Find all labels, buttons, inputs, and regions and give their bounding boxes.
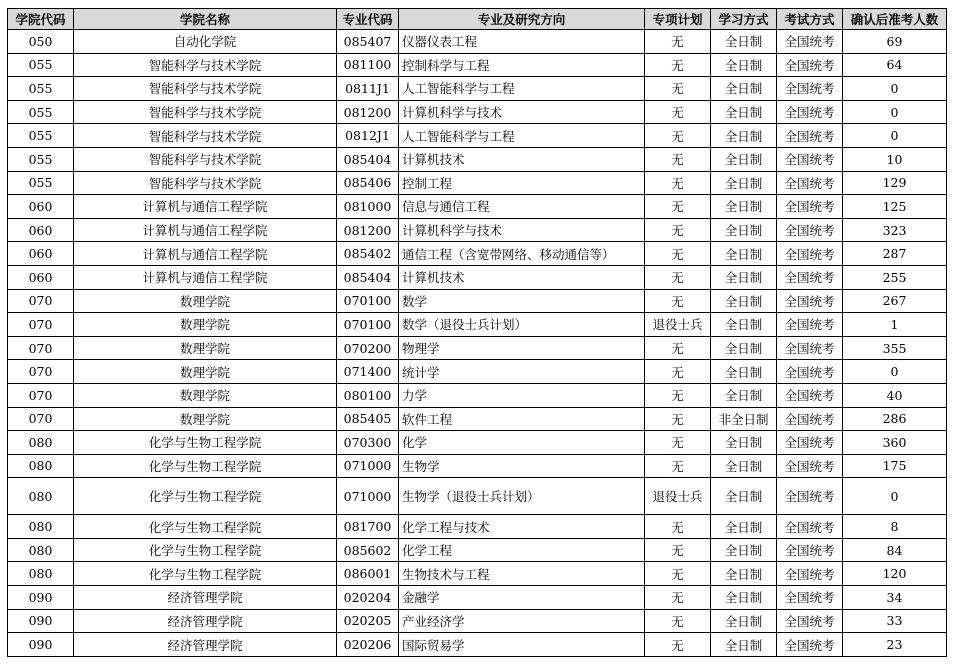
table-row [8,407,947,431]
study-mode-cell: 全日制 [711,431,777,455]
major-name-cell: 统计学 [399,360,645,384]
major-code-cell: 071400 [337,360,399,384]
header-row [8,9,947,30]
header-exam-mode: 考试方式 [777,9,843,30]
college-name-cell: 数理学院 [74,360,337,384]
exam-mode-cell: 全国统考 [777,289,843,313]
table-row [8,454,947,478]
study-mode-cell: 全日制 [711,313,777,337]
major-name-cell: 计算机技术 [399,265,645,289]
major-name-cell: 产业经济学 [399,609,645,633]
college-name-cell: 数理学院 [74,313,337,337]
table-row [8,383,947,407]
candidate-count-cell: 323 [843,218,947,242]
college-code-cell: 060 [8,218,74,242]
exam-mode-cell: 全国统考 [777,407,843,431]
table-row [8,336,947,360]
major-name-cell: 通信工程（含宽带网络、移动通信等） [399,242,645,266]
exam-mode-cell: 全国统考 [777,431,843,455]
college-name-cell: 经济管理学院 [74,633,337,657]
candidate-count-cell: 10 [843,147,947,171]
major-name-cell: 计算机技术 [399,147,645,171]
candidate-count-cell: 175 [843,454,947,478]
college-code-cell: 070 [8,383,74,407]
major-code-cell: 020206 [337,633,399,657]
college-code-cell: 070 [8,336,74,360]
major-code-cell: 085404 [337,265,399,289]
exam-mode-cell: 全国统考 [777,562,843,586]
study-mode-cell: 全日制 [711,454,777,478]
table-row [8,53,947,77]
special-plan-cell: 无 [645,515,711,539]
exam-mode-cell: 全国统考 [777,242,843,266]
table-row [8,171,947,195]
college-code-cell: 090 [8,609,74,633]
major-code-cell: 070100 [337,313,399,337]
major-code-cell: 086001 [337,562,399,586]
college-name-cell: 智能科学与技术学院 [74,147,337,171]
special-plan-cell: 无 [645,336,711,360]
table-row [8,147,947,171]
college-name-cell: 化学与生物工程学院 [74,515,337,539]
exam-mode-cell: 全国统考 [777,360,843,384]
college-code-cell: 070 [8,313,74,337]
study-mode-cell: 全日制 [711,538,777,562]
major-code-cell: 085404 [337,147,399,171]
study-mode-cell: 全日制 [711,195,777,219]
special-plan-cell: 无 [645,265,711,289]
major-code-cell: 071000 [337,454,399,478]
exam-mode-cell: 全国统考 [777,100,843,124]
special-plan-cell: 无 [645,289,711,313]
candidate-count-cell: 129 [843,171,947,195]
major-name-cell: 力学 [399,383,645,407]
major-name-cell: 数学 [399,289,645,313]
special-plan-cell: 退役士兵 [645,478,711,515]
college-name-cell: 智能科学与技术学院 [74,53,337,77]
major-code-cell: 0812J1 [337,124,399,148]
header-study-mode: 学习方式 [711,9,777,30]
study-mode-cell: 全日制 [711,77,777,101]
exam-mode-cell: 全国统考 [777,313,843,337]
major-name-cell: 化学 [399,431,645,455]
table-row [8,195,947,219]
major-name-cell: 控制科学与工程 [399,53,645,77]
major-code-cell: 070100 [337,289,399,313]
study-mode-cell: 全日制 [711,609,777,633]
study-mode-cell: 全日制 [711,336,777,360]
header-college-name: 学院名称 [74,9,337,30]
study-mode-cell: 全日制 [711,100,777,124]
college-name-cell: 智能科学与技术学院 [74,100,337,124]
candidate-count-cell: 8 [843,515,947,539]
candidate-count-cell: 267 [843,289,947,313]
table-row [8,30,947,54]
college-name-cell: 智能科学与技术学院 [74,124,337,148]
special-plan-cell: 无 [645,100,711,124]
candidate-count-cell: 64 [843,53,947,77]
study-mode-cell: 全日制 [711,30,777,54]
table-row [8,431,947,455]
admission-table [7,8,947,657]
table-row [8,100,947,124]
special-plan-cell: 无 [645,360,711,384]
exam-mode-cell: 全国统考 [777,195,843,219]
special-plan-cell: 无 [645,586,711,610]
college-code-cell: 080 [8,562,74,586]
major-name-cell: 金融学 [399,586,645,610]
special-plan-cell: 无 [645,171,711,195]
study-mode-cell: 全日制 [711,633,777,657]
study-mode-cell: 全日制 [711,218,777,242]
special-plan-cell: 无 [645,124,711,148]
college-code-cell: 080 [8,454,74,478]
major-name-cell: 数学（退役士兵计划） [399,313,645,337]
candidate-count-cell: 120 [843,562,947,586]
major-code-cell: 020204 [337,586,399,610]
study-mode-cell: 全日制 [711,478,777,515]
header-major-code: 专业代码 [337,9,399,30]
major-code-cell: 081200 [337,100,399,124]
exam-mode-cell: 全国统考 [777,77,843,101]
special-plan-cell: 退役士兵 [645,313,711,337]
exam-mode-cell: 全国统考 [777,478,843,515]
table-row [8,562,947,586]
college-code-cell: 090 [8,586,74,610]
exam-mode-cell: 全国统考 [777,538,843,562]
header-special-plan: 专项计划 [645,9,711,30]
table-row [8,538,947,562]
study-mode-cell: 全日制 [711,562,777,586]
college-name-cell: 化学与生物工程学院 [74,431,337,455]
college-name-cell: 化学与生物工程学院 [74,538,337,562]
table-row [8,515,947,539]
table-row [8,77,947,101]
exam-mode-cell: 全国统考 [777,265,843,289]
exam-mode-cell: 全国统考 [777,633,843,657]
special-plan-cell: 无 [645,30,711,54]
exam-mode-cell: 全国统考 [777,383,843,407]
candidate-count-cell: 33 [843,609,947,633]
special-plan-cell: 无 [645,431,711,455]
major-name-cell: 信息与通信工程 [399,195,645,219]
college-code-cell: 060 [8,242,74,266]
college-name-cell: 自动化学院 [74,30,337,54]
study-mode-cell: 全日制 [711,53,777,77]
candidate-count-cell: 23 [843,633,947,657]
exam-mode-cell: 全国统考 [777,124,843,148]
table-container [7,8,947,657]
college-code-cell: 060 [8,265,74,289]
special-plan-cell: 无 [645,562,711,586]
candidate-count-cell: 84 [843,538,947,562]
major-code-cell: 085405 [337,407,399,431]
table-row [8,218,947,242]
exam-mode-cell: 全国统考 [777,336,843,360]
exam-mode-cell: 全国统考 [777,586,843,610]
major-name-cell: 人工智能科学与工程 [399,124,645,148]
table-row [8,242,947,266]
major-name-cell: 控制工程 [399,171,645,195]
college-name-cell: 化学与生物工程学院 [74,478,337,515]
exam-mode-cell: 全国统考 [777,454,843,478]
college-code-cell: 080 [8,538,74,562]
special-plan-cell: 无 [645,609,711,633]
major-name-cell: 仪器仪表工程 [399,30,645,54]
special-plan-cell: 无 [645,195,711,219]
major-code-cell: 0811J1 [337,77,399,101]
college-name-cell: 经济管理学院 [74,609,337,633]
study-mode-cell: 全日制 [711,265,777,289]
candidate-count-cell: 355 [843,336,947,360]
exam-mode-cell: 全国统考 [777,218,843,242]
major-code-cell: 070200 [337,336,399,360]
study-mode-cell: 非全日制 [711,407,777,431]
header-college-code: 学院代码 [8,9,74,30]
special-plan-cell: 无 [645,77,711,101]
table-row [8,478,947,515]
special-plan-cell: 无 [645,383,711,407]
candidate-count-cell: 0 [843,124,947,148]
college-name-cell: 智能科学与技术学院 [74,77,337,101]
table-row [8,265,947,289]
study-mode-cell: 全日制 [711,586,777,610]
table-row [8,124,947,148]
college-code-cell: 055 [8,77,74,101]
major-code-cell: 081100 [337,53,399,77]
study-mode-cell: 全日制 [711,515,777,539]
exam-mode-cell: 全国统考 [777,515,843,539]
table-row [8,586,947,610]
major-name-cell: 软件工程 [399,407,645,431]
major-code-cell: 080100 [337,383,399,407]
exam-mode-cell: 全国统考 [777,171,843,195]
exam-mode-cell: 全国统考 [777,147,843,171]
study-mode-cell: 全日制 [711,383,777,407]
candidate-count-cell: 69 [843,30,947,54]
header-candidate-count: 确认后准考人数 [843,9,947,30]
college-name-cell: 计算机与通信工程学院 [74,195,337,219]
study-mode-cell: 全日制 [711,242,777,266]
major-name-cell: 计算机科学与技术 [399,218,645,242]
college-code-cell: 080 [8,478,74,515]
candidate-count-cell: 1 [843,313,947,337]
college-name-cell: 计算机与通信工程学院 [74,242,337,266]
exam-mode-cell: 全国统考 [777,30,843,54]
special-plan-cell: 无 [645,407,711,431]
major-name-cell: 国际贸易学 [399,633,645,657]
candidate-count-cell: 255 [843,265,947,289]
college-name-cell: 数理学院 [74,407,337,431]
college-code-cell: 080 [8,431,74,455]
college-name-cell: 化学与生物工程学院 [74,562,337,586]
major-code-cell: 070300 [337,431,399,455]
college-code-cell: 055 [8,100,74,124]
major-code-cell: 081000 [337,195,399,219]
special-plan-cell: 无 [645,633,711,657]
exam-mode-cell: 全国统考 [777,609,843,633]
college-code-cell: 070 [8,289,74,313]
major-code-cell: 085406 [337,171,399,195]
header-major-name: 专业及研究方向 [399,9,645,30]
table-row [8,360,947,384]
major-name-cell: 生物学（退役士兵计划） [399,478,645,515]
college-code-cell: 055 [8,53,74,77]
major-name-cell: 计算机科学与技术 [399,100,645,124]
college-code-cell: 090 [8,633,74,657]
major-code-cell: 081200 [337,218,399,242]
table-row [8,289,947,313]
study-mode-cell: 全日制 [711,124,777,148]
major-code-cell: 085602 [337,538,399,562]
candidate-count-cell: 0 [843,478,947,515]
table-body [8,30,947,657]
candidate-count-cell: 40 [843,383,947,407]
college-code-cell: 055 [8,171,74,195]
table-row [8,313,947,337]
major-name-cell: 生物技术与工程 [399,562,645,586]
special-plan-cell: 无 [645,242,711,266]
candidate-count-cell: 360 [843,431,947,455]
college-code-cell: 060 [8,195,74,219]
table-row [8,633,947,657]
college-name-cell: 数理学院 [74,289,337,313]
college-code-cell: 050 [8,30,74,54]
college-name-cell: 经济管理学院 [74,586,337,610]
major-name-cell: 化学工程 [399,538,645,562]
college-name-cell: 计算机与通信工程学院 [74,265,337,289]
major-name-cell: 物理学 [399,336,645,360]
major-code-cell: 085402 [337,242,399,266]
special-plan-cell: 无 [645,454,711,478]
candidate-count-cell: 34 [843,586,947,610]
candidate-count-cell: 0 [843,360,947,384]
college-code-cell: 080 [8,515,74,539]
exam-mode-cell: 全国统考 [777,53,843,77]
college-code-cell: 055 [8,147,74,171]
major-code-cell: 085407 [337,30,399,54]
major-code-cell: 081700 [337,515,399,539]
major-code-cell: 071000 [337,478,399,515]
candidate-count-cell: 0 [843,77,947,101]
major-code-cell: 020205 [337,609,399,633]
table-row [8,609,947,633]
special-plan-cell: 无 [645,147,711,171]
study-mode-cell: 全日制 [711,289,777,313]
special-plan-cell: 无 [645,218,711,242]
college-code-cell: 070 [8,407,74,431]
candidate-count-cell: 287 [843,242,947,266]
candidate-count-cell: 0 [843,100,947,124]
college-code-cell: 055 [8,124,74,148]
major-name-cell: 化学工程与技术 [399,515,645,539]
college-name-cell: 化学与生物工程学院 [74,454,337,478]
college-name-cell: 智能科学与技术学院 [74,171,337,195]
study-mode-cell: 全日制 [711,171,777,195]
major-name-cell: 人工智能科学与工程 [399,77,645,101]
major-name-cell: 生物学 [399,454,645,478]
special-plan-cell: 无 [645,53,711,77]
candidate-count-cell: 286 [843,407,947,431]
study-mode-cell: 全日制 [711,360,777,384]
special-plan-cell: 无 [645,538,711,562]
college-name-cell: 计算机与通信工程学院 [74,218,337,242]
college-name-cell: 数理学院 [74,336,337,360]
study-mode-cell: 全日制 [711,147,777,171]
candidate-count-cell: 125 [843,195,947,219]
college-name-cell: 数理学院 [74,383,337,407]
college-code-cell: 070 [8,360,74,384]
